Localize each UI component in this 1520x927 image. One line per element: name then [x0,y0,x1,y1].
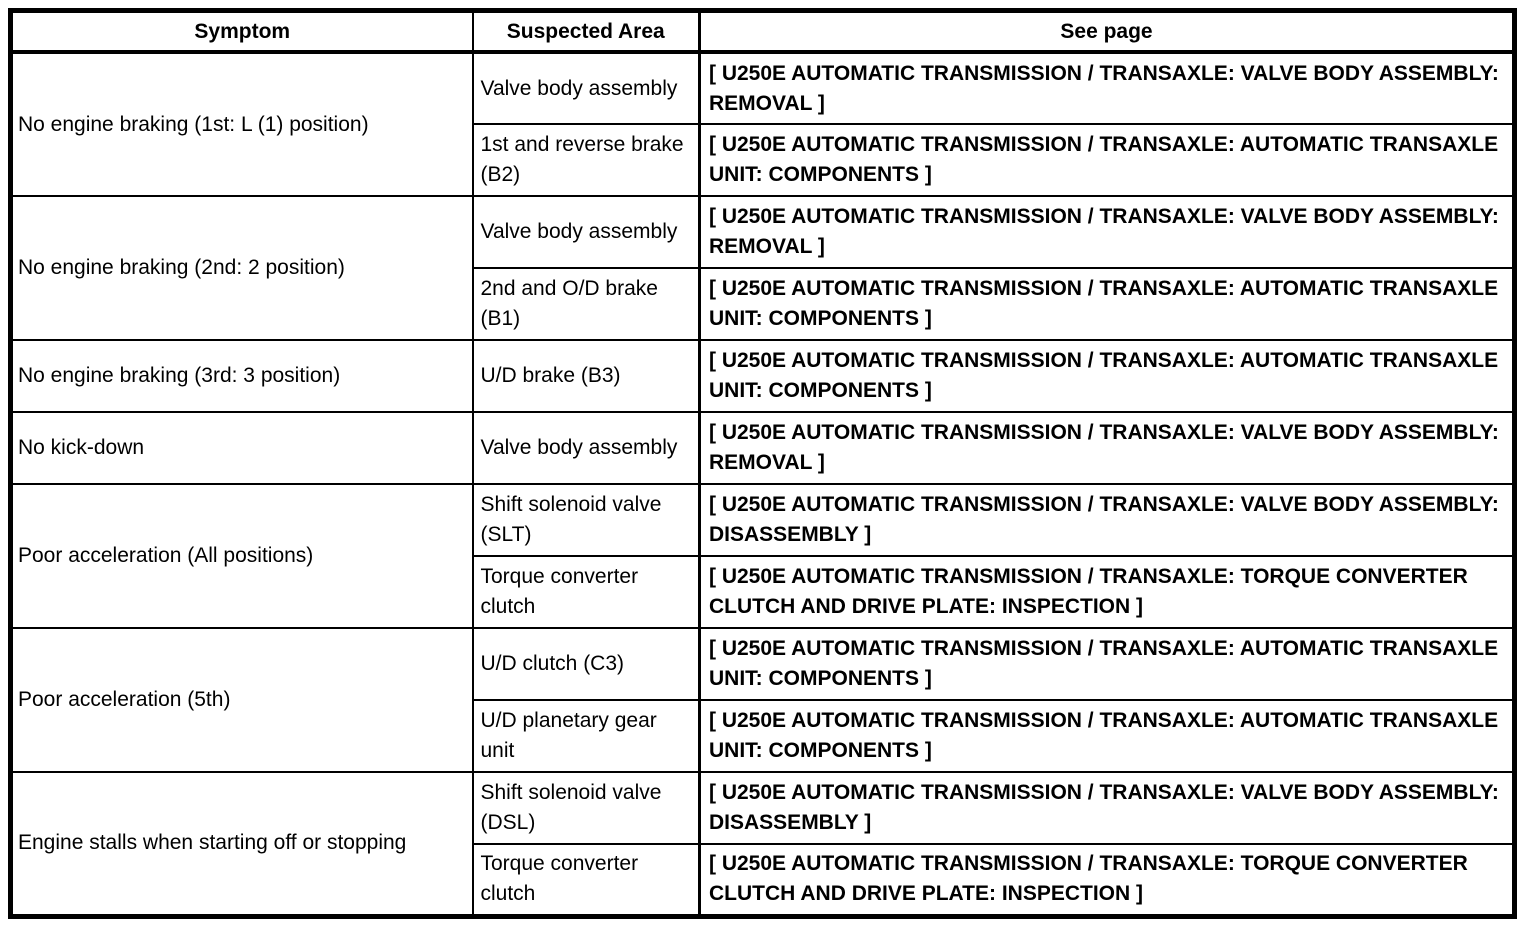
suspected-area-cell: Shift solenoid valve (DSL) [473,772,700,844]
suspected-area-cell: Valve body assembly [473,412,700,484]
see-page-link[interactable]: [ U250E AUTOMATIC TRANSMISSION / TRANSAXLE: VALVE BODY ASSEMBLY: DISASSEMBLY ] [700,772,1515,844]
see-page-link[interactable]: [ U250E AUTOMATIC TRANSMISSION / TRANSAXLE: AUTOMATIC TRANSAXLE UNIT: COMPONENTS ] [700,700,1515,772]
table-row [11,628,1515,700]
see-page-link[interactable]: [ U250E AUTOMATIC TRANSMISSION / TRANSAXLE: AUTOMATIC TRANSAXLE UNIT: COMPONENTS ] [700,628,1515,700]
column-header-symptom: Symptom [11,11,473,53]
header-row [11,11,1515,53]
symptom-cell: Poor acceleration (5th) [11,628,473,772]
suspected-area-cell: U/D planetary gear unit [473,700,700,772]
see-page-link[interactable]: [ U250E AUTOMATIC TRANSMISSION / TRANSAXLE: VALVE BODY ASSEMBLY: REMOVAL ] [700,52,1515,124]
see-page-link[interactable]: [ U250E AUTOMATIC TRANSMISSION / TRANSAXLE: VALVE BODY ASSEMBLY: REMOVAL ] [700,196,1515,268]
table-row [11,340,1515,412]
suspected-area-cell: Shift solenoid valve (SLT) [473,484,700,556]
see-page-link[interactable]: [ U250E AUTOMATIC TRANSMISSION / TRANSAXLE: AUTOMATIC TRANSAXLE UNIT: COMPONENTS ] [700,340,1515,412]
symptom-troubleshooting-table [8,8,1517,919]
column-header-suspected-area: Suspected Area [473,11,700,53]
symptom-cell: No engine braking (1st: L (1) position) [11,52,473,196]
see-page-link[interactable]: [ U250E AUTOMATIC TRANSMISSION / TRANSAXLE: TORQUE CONVERTER CLUTCH AND DRIVE PLATE: INSPECTION ] [700,844,1515,916]
table-row [11,412,1515,484]
table-row [11,52,1515,124]
suspected-area-cell: 1st and reverse brake (B2) [473,124,700,196]
suspected-area-cell: Valve body assembly [473,196,700,268]
column-header-see-page: See page [700,11,1515,53]
see-page-link[interactable]: [ U250E AUTOMATIC TRANSMISSION / TRANSAXLE: VALVE BODY ASSEMBLY: DISASSEMBLY ] [700,484,1515,556]
suspected-area-cell: 2nd and O/D brake (B1) [473,268,700,340]
see-page-link[interactable]: [ U250E AUTOMATIC TRANSMISSION / TRANSAXLE: TORQUE CONVERTER CLUTCH AND DRIVE PLATE: INSPECTION ] [700,556,1515,628]
suspected-area-cell: Torque converter clutch [473,556,700,628]
see-page-link[interactable]: [ U250E AUTOMATIC TRANSMISSION / TRANSAXLE: AUTOMATIC TRANSAXLE UNIT: COMPONENTS ] [700,124,1515,196]
symptom-cell: Engine stalls when starting off or stopping [11,772,473,916]
see-page-link[interactable]: [ U250E AUTOMATIC TRANSMISSION / TRANSAXLE: VALVE BODY ASSEMBLY: REMOVAL ] [700,412,1515,484]
table-row [11,484,1515,556]
table-row [11,772,1515,844]
suspected-area-cell: U/D brake (B3) [473,340,700,412]
symptom-cell: No engine braking (3rd: 3 position) [11,340,473,412]
see-page-link[interactable]: [ U250E AUTOMATIC TRANSMISSION / TRANSAXLE: AUTOMATIC TRANSAXLE UNIT: COMPONENTS ] [700,268,1515,340]
suspected-area-cell: Valve body assembly [473,52,700,124]
symptom-cell: No kick-down [11,412,473,484]
suspected-area-cell: U/D clutch (C3) [473,628,700,700]
table-row [11,196,1515,268]
symptom-cell: Poor acceleration (All positions) [11,484,473,628]
suspected-area-cell: Torque converter clutch [473,844,700,916]
symptom-cell: No engine braking (2nd: 2 position) [11,196,473,340]
